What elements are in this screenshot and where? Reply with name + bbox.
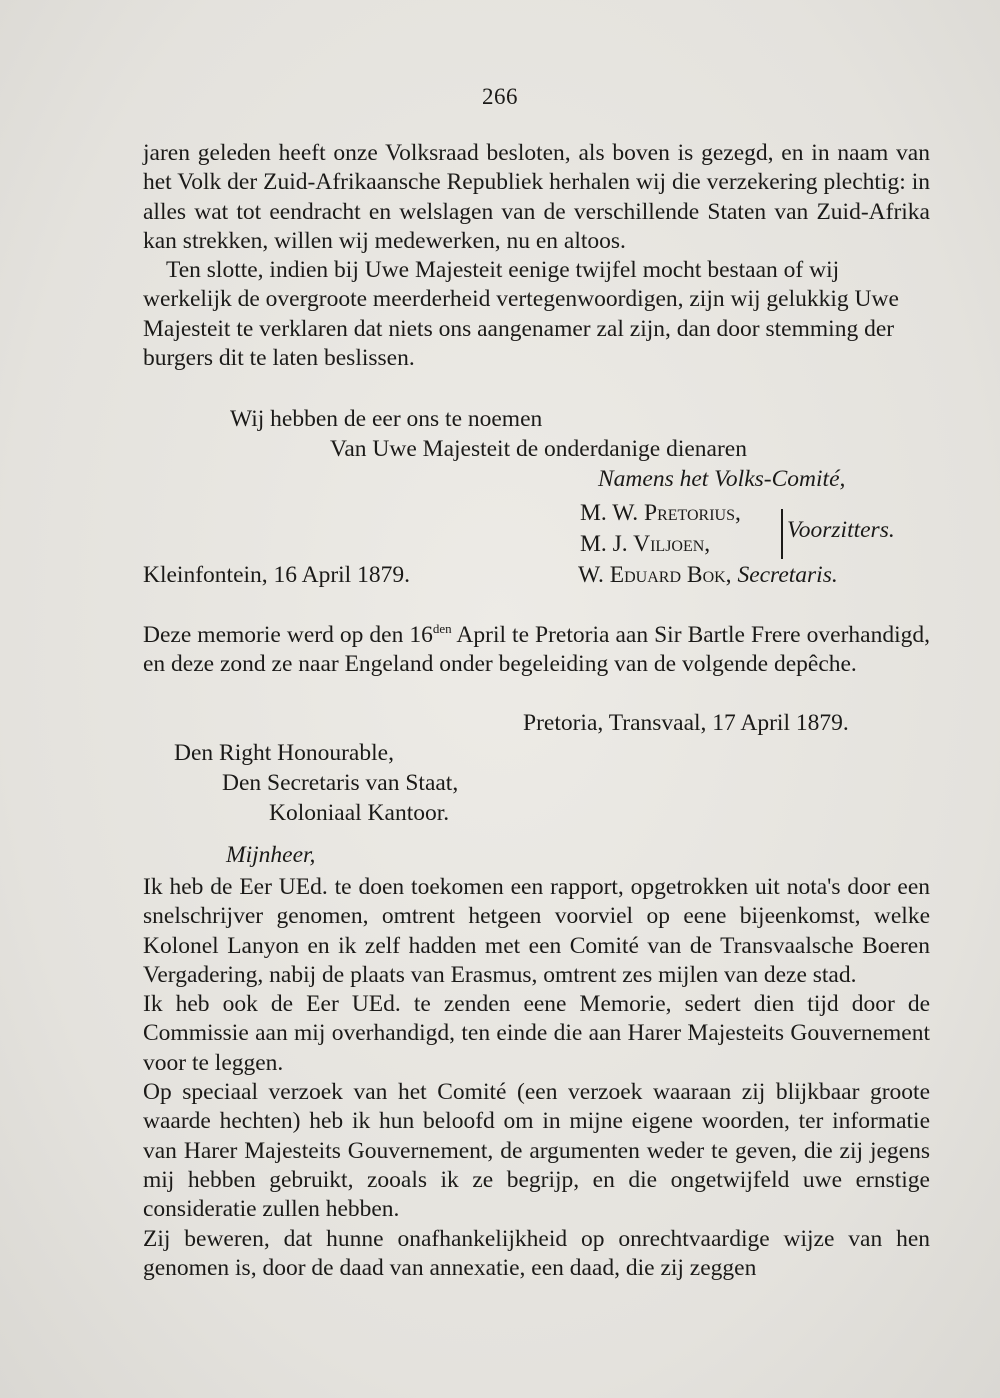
memorial-closing-text xyxy=(143,139,930,373)
salutation: Mijnheer, xyxy=(226,842,316,868)
paragraph-text: April te Pretoria aan Sir Bartle Frere overhandigd, en deze zond ze naar Engeland onder begeleiding van de volgende depêche. xyxy=(143,622,930,678)
paragraph-text: Deze memorie werd op den 16 xyxy=(143,622,433,648)
committee-line: Namens het Volks-Comité, xyxy=(598,466,846,492)
paragraph: jaren geleden heeft onze Volksraad besloten, als boven is gezegd, en in naam van het Volk der Zuid-Afrikaansche Republiek herhalen wij die verzekering plechtig: in alles wat tot eendracht en welslagen van de verschillende Staten van Zuid-Afrika kan strekken, willen wij medewerken, nu en altoos. xyxy=(143,140,930,254)
chairmen-label: Voorzitters. xyxy=(787,517,895,543)
superscript: den xyxy=(432,621,452,636)
signer-brace xyxy=(781,509,783,559)
addressee-line: Koloniaal Kantoor. xyxy=(269,800,450,826)
paragraph xyxy=(143,621,930,680)
signer-viljoen: M. J. Viljoen, xyxy=(580,531,711,557)
servants-line: Van Uwe Majesteit de onderdanige dienaren xyxy=(330,436,747,462)
secretary-name: W. Eduard Bok, xyxy=(578,562,732,588)
secretary-line xyxy=(578,562,838,589)
paragraph: Op speciaal verzoek van het Comité (een verzoek waaraan zij blijkbaar groote waarde hechten) heb ik hun beloofd om in mijne eigene woorden, ter informatie van Harer Majesteits Gouvernement, de argumenten weder te geven, die zij jegens mij hebben gebruikt, zooals ik ze begrijp, en die ongetwijfeld uwe ernstige consideratie zullen hebben. xyxy=(143,1079,930,1223)
closing-line: Wij hebben de eer ons te noemen xyxy=(230,406,543,432)
addressee-line: Den Right Honourable, xyxy=(174,740,394,766)
addressee-line: Den Secretaris van Staat, xyxy=(222,770,459,796)
paragraph: Zij beweren, dat hunne onafhankelijkheid op onrechtvaardige wijze van hen genomen is, door de daad van annexatie, een daad, die zij zeggen xyxy=(143,1225,930,1281)
page-number: 266 xyxy=(482,84,518,109)
signer-pretorius: M. W. Pretorius, xyxy=(580,500,741,526)
dispatch-intro xyxy=(143,621,930,680)
letter-body xyxy=(143,873,930,1283)
paragraph: Ten slotte, indien bij Uwe Majesteit eenige twijfel mocht bestaan of wij werkelijk de overgroote meerderheid vertegenwoordigen, zijn wij gelukkig Uwe Majesteit te verklaren dat niets ons aangenamer zal zijn, dan door stemming der burgers dit te laten beslissen. xyxy=(143,257,899,372)
letter-dateline: Pretoria, Transvaal, 17 April 1879. xyxy=(523,710,849,736)
paragraph: Ik heb de Eer UEd. te doen toekomen een rapport, opgetrokken uit nota's door een snelschrijver genomen, omtrent hetgeen voorviel op eene bijeenkomst, welke Kolonel Lanyon en ik zelf hadden met een Comité van de Transvaalsche Boeren Vergadering, nabij de plaats van Erasmus, omtrent zes mijlen van deze stad. xyxy=(143,874,930,988)
place-date: Kleinfontein, 16 April 1879. xyxy=(143,562,410,588)
paragraph: Ik heb ook de Eer UEd. te zenden eene Memorie, sedert dien tijd door de Commissie aan mij overhandigd, ten einde die aan Harer Majesteits Gouvernement voor te leggen. xyxy=(143,991,930,1076)
secretary-label: Secretaris. xyxy=(737,562,838,588)
